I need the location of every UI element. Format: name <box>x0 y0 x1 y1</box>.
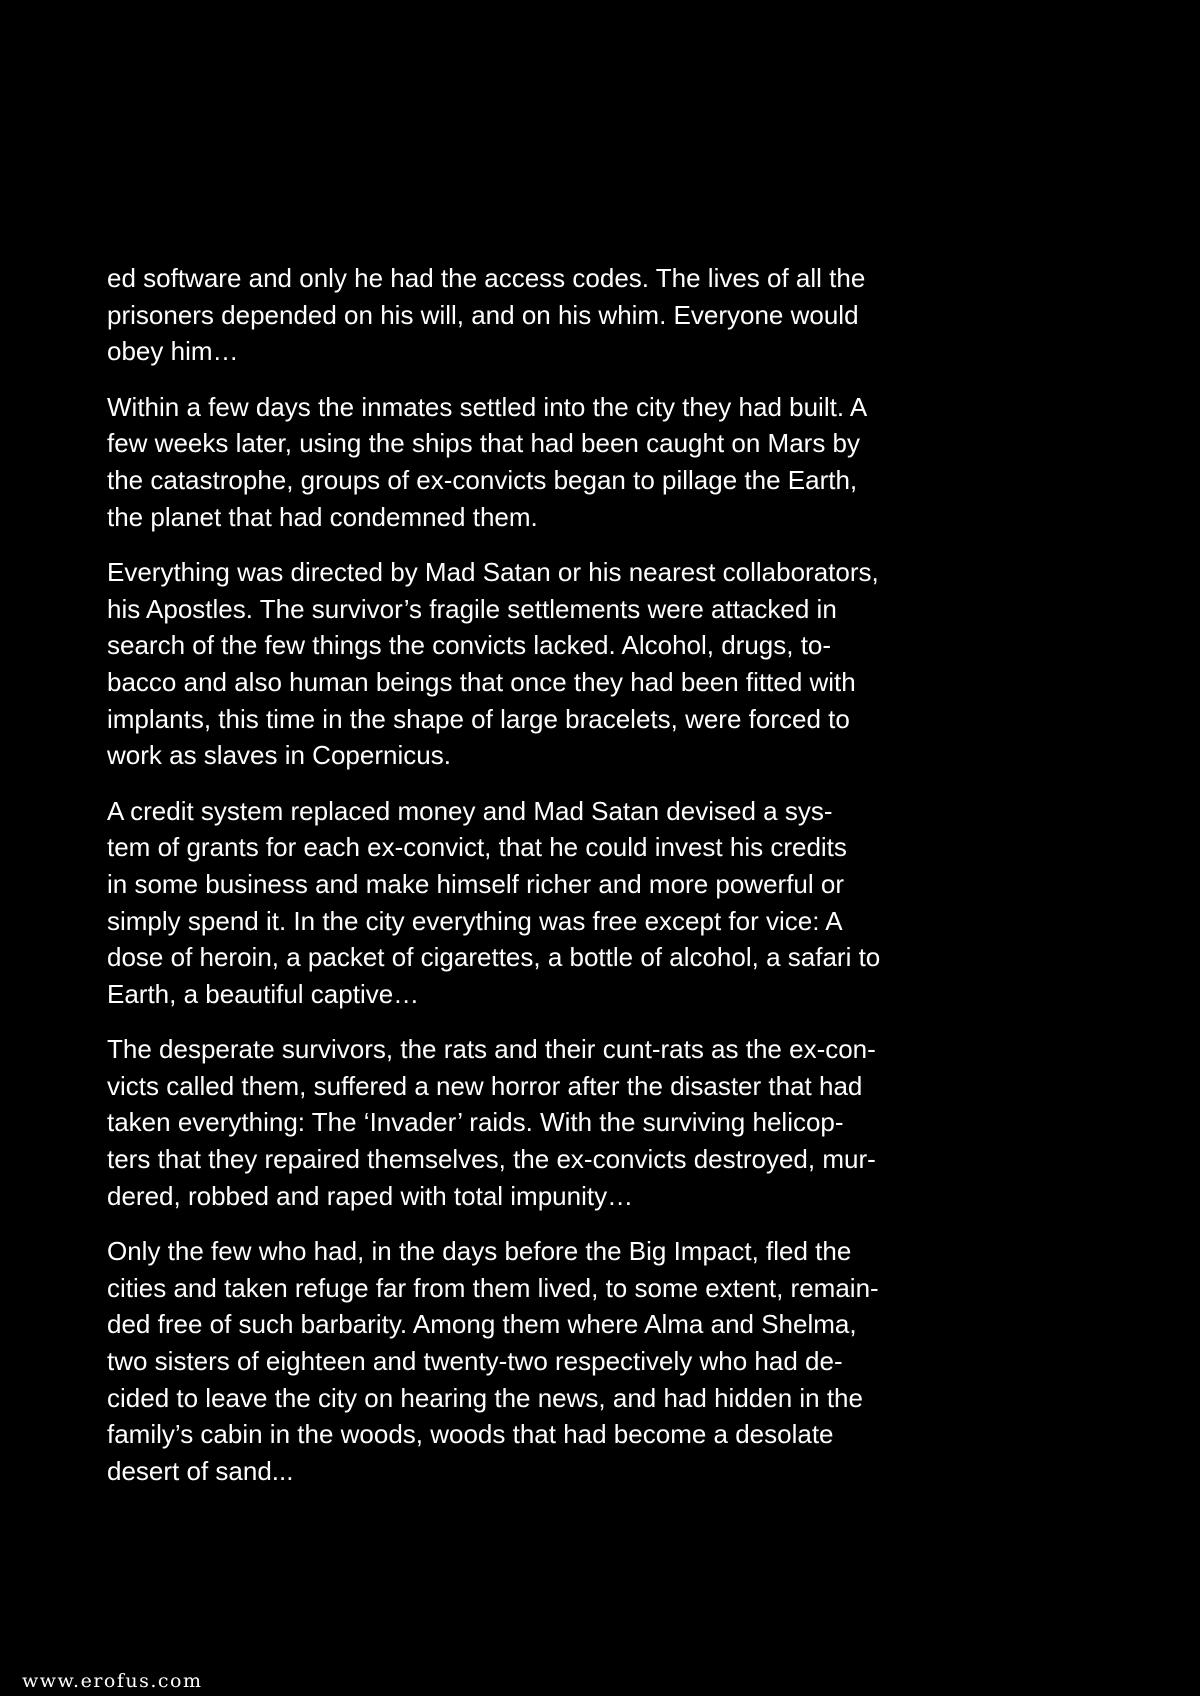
text-line: bacco and also human beings that once they had been fitted with <box>107 666 856 697</box>
text-line: victs called them, suffered a new horror after the disaster that had <box>107 1070 863 1101</box>
text-line: Within a few days the inmates settled into the city they had built. A <box>107 391 868 422</box>
paragraph <box>107 389 947 535</box>
text-line: taken everything: The ‘Invader’ raids. With the surviving helicop- <box>107 1107 844 1138</box>
text-line: Earth, a beautiful captive… <box>107 978 420 1009</box>
text-line: Everything was directed by Mad Satan or his nearest collaborators, <box>107 557 879 588</box>
text-line: his Apostles. The survivor’s fragile settlements were attacked in <box>107 593 837 624</box>
text-line: in some business and make himself richer and more powerful or <box>107 868 845 899</box>
paragraph <box>107 554 947 774</box>
text-line: prisoners depended on his will, and on his whim. Everyone would <box>107 299 859 330</box>
text-line: implants, this time in the shape of large bracelets, were forced to <box>107 703 850 734</box>
story-text-block <box>107 260 947 1508</box>
text-line: ded free of such barbarity. Among them where Alma and Shelma, <box>107 1309 857 1340</box>
text-line: few weeks later, using the ships that had been caught on Mars by <box>107 428 861 459</box>
text-line: tem of grants for each ex-convict, that he could invest his credits <box>107 832 847 863</box>
text-line: work as slaves in Copernicus. <box>107 740 451 771</box>
text-line: dered, robbed and raped with total impunity… <box>107 1180 634 1211</box>
text-line: two sisters of eighteen and twenty-two respectively who had de- <box>107 1346 843 1377</box>
site-watermark: www.erofus.com <box>22 1670 203 1692</box>
text-line: Only the few who had, in the days before the Big Impact, fled the <box>107 1236 852 1267</box>
text-line: ed software and only he had the access codes. The lives of all the <box>107 263 866 293</box>
text-line: simply spend it. In the city everything was free except for vice: A <box>107 905 843 936</box>
text-line: obey him… <box>107 336 239 367</box>
text-line: cided to leave the city on hearing the news, and had hidden in the <box>107 1382 863 1413</box>
text-line: the planet that had condemned them. <box>107 501 538 532</box>
paragraph <box>107 793 947 1013</box>
text-line: the catastrophe, groups of ex-convicts began to pillage the Earth, <box>107 464 858 495</box>
text-line: dose of heroin, a packet of cigarettes, a bottle of alcohol, a safari to <box>107 942 881 973</box>
text-line: The desperate survivors, the rats and their cunt-rats as the ex-con- <box>107 1034 876 1065</box>
text-line: ters that they repaired themselves, the ex-convicts destroyed, mur- <box>107 1144 876 1175</box>
paragraph <box>107 1031 947 1214</box>
paragraph <box>107 260 947 370</box>
paragraph <box>107 1233 947 1489</box>
text-line: search of the few things the convicts lacked. Alcohol, drugs, to- <box>107 630 832 661</box>
text-line: family’s cabin in the woods, woods that had become a desolate <box>107 1419 834 1450</box>
text-line: A credit system replaced money and Mad Satan devised a sys- <box>107 795 833 826</box>
text-line: cities and taken refuge far from them lived, to some extent, remain- <box>107 1272 879 1303</box>
text-line: desert of sand... <box>107 1455 294 1486</box>
